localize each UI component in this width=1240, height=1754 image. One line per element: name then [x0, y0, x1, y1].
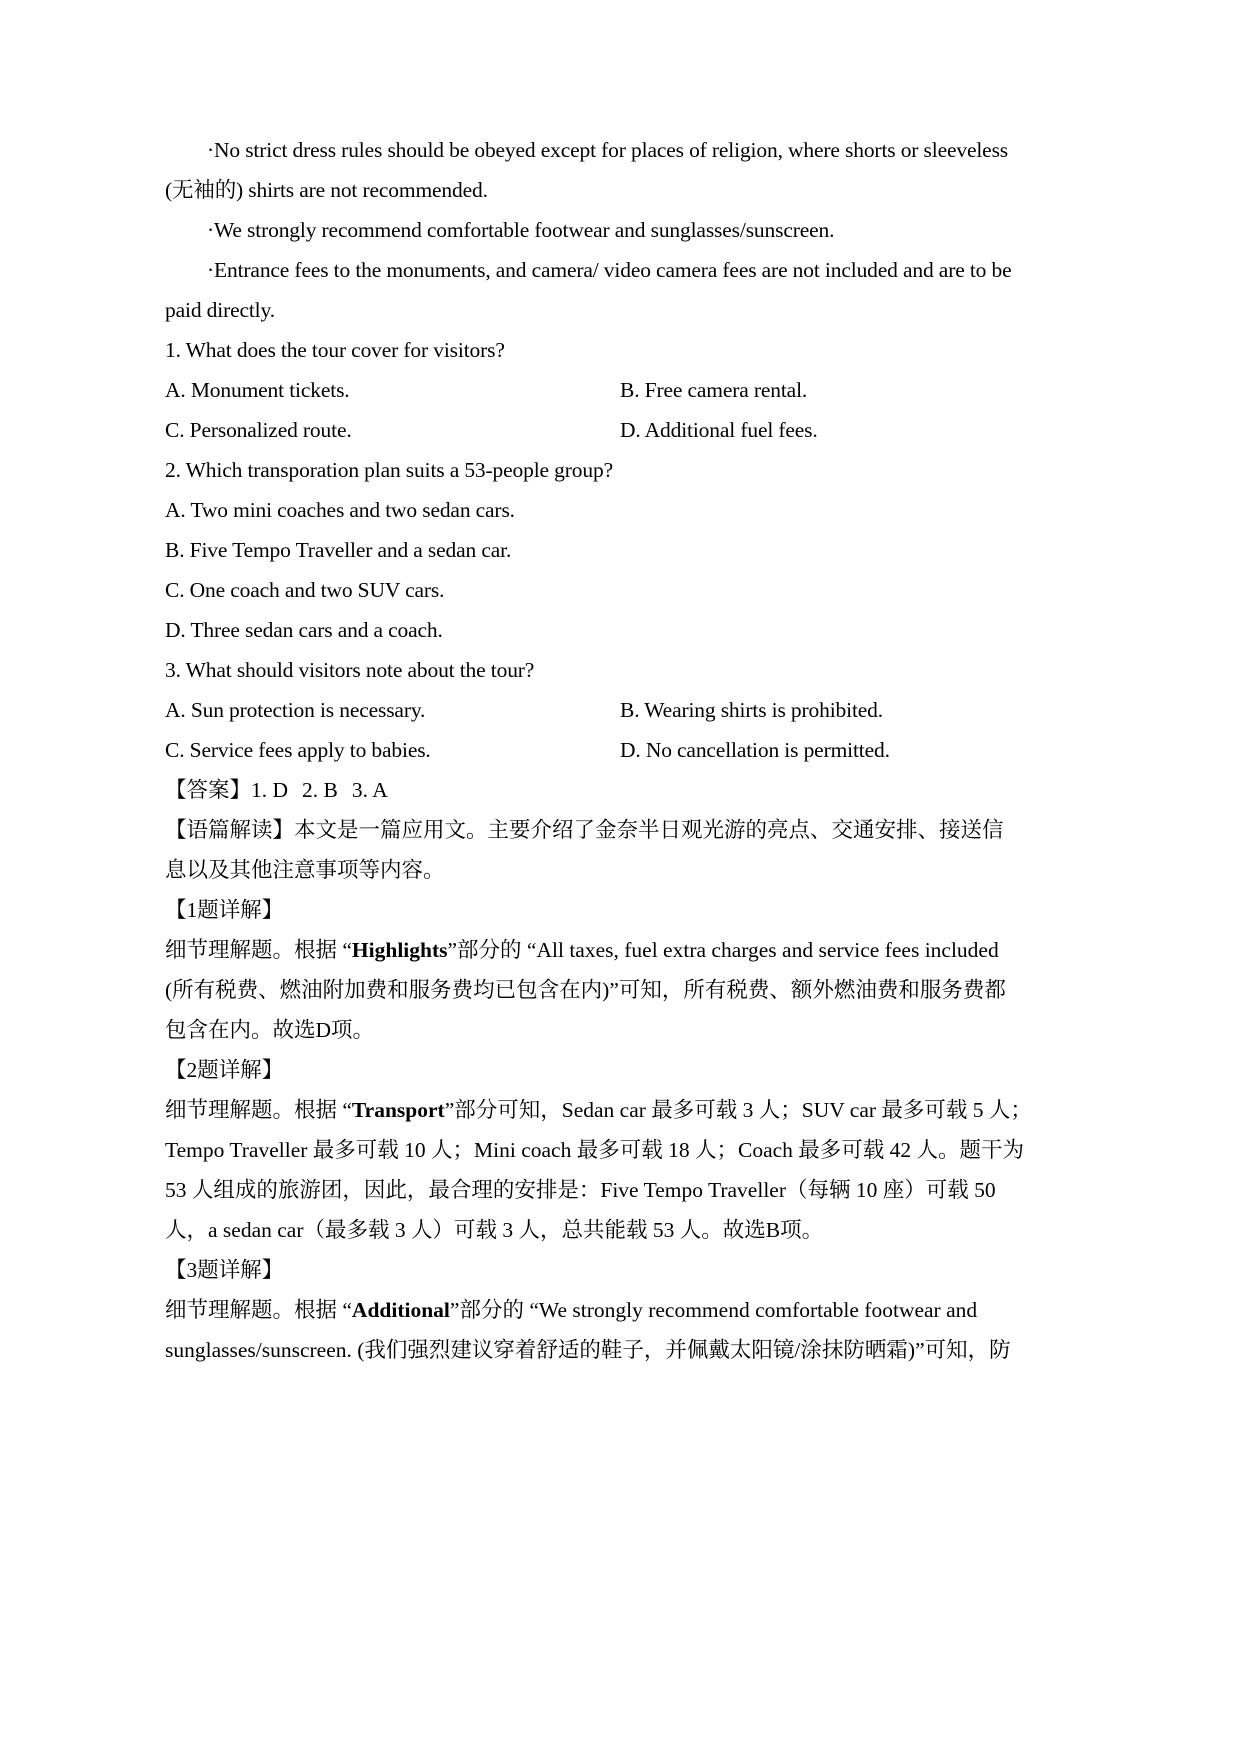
question-3-options-row-2: [165, 730, 1080, 770]
explanation-1-seg-1: 细节理解题。根据 “: [165, 938, 352, 962]
question-1-stem: 1. What does the tour cover for visitors?: [165, 338, 505, 362]
answer-q3: 3. A: [351, 778, 388, 802]
note-footwear: [165, 210, 1080, 250]
explanation-2-line-1: [165, 1090, 1080, 1130]
explanation-2-line-2: Tempo Traveller 最多可载 10 人；Mini coach 最多可载 18 人；Coach 最多可载 42 人。题干为: [165, 1138, 1025, 1162]
explanation-2-seg-1: 细节理解题。根据 “: [165, 1098, 352, 1122]
explanation-2-line-4: 人，a sedan car（最多载 3 人）可载 3 人，总共能载 53 人。故选B项。: [165, 1218, 824, 1242]
explanation-1: [165, 890, 1080, 1050]
question-2-option-a[interactable]: A. Two mini coaches and two sedan cars.: [165, 498, 515, 522]
question-2: [165, 450, 1080, 650]
explanation-3-line-2: sunglasses/sunscreen. (我们强烈建议穿着舒适的鞋子，并佩戴太阳镜/涂抹防晒霜)”可知，防: [165, 1338, 1011, 1362]
explanation-3-line-1: [165, 1290, 1080, 1330]
question-2-option-d[interactable]: D. Three sedan cars and a coach.: [165, 618, 443, 642]
explanation-2-heading: 【2题详解】: [165, 1058, 284, 1082]
note-dress-rules: [165, 130, 1080, 210]
question-3-stem: 3. What should visitors note about the tour?: [165, 658, 535, 682]
answer-label: 【答案】: [165, 778, 252, 802]
explanation-3-keyword: Additional: [351, 1298, 450, 1322]
explanation-2: [165, 1050, 1080, 1250]
explanation-2-seg-3: ”部分可知，Sedan car 最多可载 3 人；SUV car 最多可载 5 人；: [444, 1098, 1032, 1122]
passage-analysis-line-2: 息以及其他注意事项等内容。: [165, 858, 445, 882]
note-dress-line-1: ·No strict dress rules should be obeyed except for places of religion, where shorts or sleeveless: [207, 138, 1009, 162]
explanation-2-line-3: 53 人组成的旅游团，因此，最合理的安排是：Five Tempo Traveller（每辆 10 座）可载 50: [165, 1178, 996, 1202]
question-1: [165, 330, 1080, 450]
question-1-option-c[interactable]: C. Personalized route.: [165, 418, 352, 442]
explanation-2-keyword: Transport: [351, 1098, 445, 1122]
answer-line: [165, 770, 1080, 810]
passage-analysis-label: 【语篇解读】: [165, 818, 295, 842]
explanation-1-line-2: (所有税费、燃油附加费和服务费均已包含在内)”可知，所有税费、额外燃油费和服务费都: [165, 978, 1006, 1002]
question-1-options-row-1: [165, 370, 1080, 410]
note-fees-line-2: paid directly.: [165, 298, 275, 322]
question-3-option-a[interactable]: A. Sun protection is necessary.: [165, 698, 426, 722]
answer-q1: 1. D: [251, 778, 289, 802]
explanation-1-keyword: Highlights: [351, 938, 448, 962]
question-3-option-d[interactable]: D. No cancellation is permitted.: [620, 738, 890, 762]
explanation-1-line-1: [165, 930, 1080, 970]
explanation-1-heading: 【1题详解】: [165, 898, 284, 922]
question-3: [165, 650, 1080, 770]
question-3-options-row-1: [165, 690, 1080, 730]
note-fees-line-1: ·Entrance fees to the monuments, and camera/ video camera fees are not included and are to be: [207, 258, 1012, 282]
question-1-options-row-2: [165, 410, 1080, 450]
passage-analysis: [165, 810, 1080, 890]
question-2-option-b[interactable]: B. Five Tempo Traveller and a sedan car.: [165, 538, 512, 562]
question-1-option-d[interactable]: D. Additional fuel fees.: [620, 418, 818, 442]
note-footwear-line-1: ·We strongly recommend comfortable footwear and sunglasses/sunscreen.: [207, 218, 835, 242]
passage-analysis-text-1: 本文是一篇应用文。主要介绍了金奈半日观光游的亮点、交通安排、接送信: [294, 818, 1004, 842]
explanation-3-seg-3: ”部分的 “We strongly recommend comfortable footwear and: [449, 1298, 978, 1322]
question-2-stem: 2. Which transporation plan suits a 53-people group?: [165, 458, 613, 482]
explanation-3-heading: 【3题详解】: [165, 1258, 284, 1282]
explanation-3-seg-1: 细节理解题。根据 “: [165, 1298, 352, 1322]
explanation-1-line-3: 包含在内。故选D项。: [165, 1018, 375, 1042]
note-entrance-fees: [165, 250, 1080, 330]
note-dress-line-2: (无袖的) shirts are not recommended.: [165, 178, 488, 202]
answer-q2: 2. B: [302, 778, 338, 802]
explanation-3: [165, 1250, 1080, 1370]
passage-analysis-line-1: [165, 810, 1080, 850]
question-1-option-a[interactable]: A. Monument tickets.: [165, 378, 350, 402]
question-3-option-c[interactable]: C. Service fees apply to babies.: [165, 738, 431, 762]
question-2-option-c[interactable]: C. One coach and two SUV cars.: [165, 578, 445, 602]
question-1-option-b[interactable]: B. Free camera rental.: [620, 378, 808, 402]
question-3-option-b[interactable]: B. Wearing shirts is prohibited.: [620, 698, 883, 722]
explanation-1-seg-3: ”部分的 “All taxes, fuel extra charges and service fees included: [447, 938, 999, 962]
